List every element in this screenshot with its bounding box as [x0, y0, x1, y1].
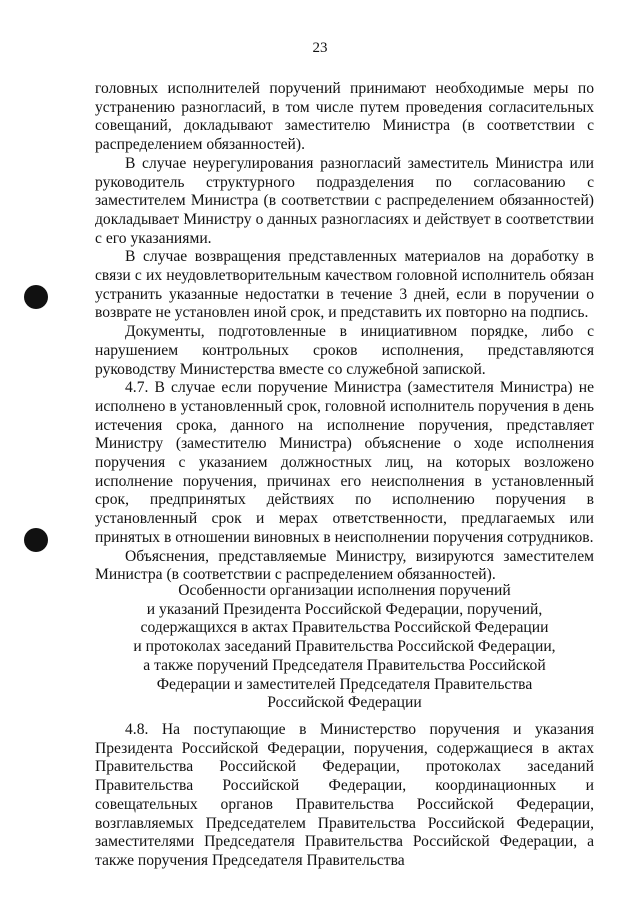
heading-line: Федерации и заместителей Председателя Правительства [156, 675, 533, 693]
section-heading [95, 582, 594, 713]
paragraph: Объяснения, представляемые Министру, визируются заместителем Министра (в соответствии с распределением обязанностей). [95, 547, 594, 584]
punch-hole-bottom [24, 528, 48, 552]
paragraph: Документы, подготовленные в инициативном порядке, либо с нарушением контрольных сроков исполнения, представляются руководству Министерства вместе со служебной запиской. [95, 323, 594, 378]
heading-line: и протоколах заседаний Правительства Российской Федерации, [133, 638, 556, 656]
paragraph: головных исполнителей поручений принимают необходимые меры по устранению разногласий, в том числе путем проведения согласительных совещаний, докладывают заместителю Министра (в соответствии с распределением обязанностей). [95, 80, 594, 154]
punch-hole-top [24, 285, 48, 309]
heading-line: и указаний Президента Российской Федерации, поручений, [146, 600, 543, 618]
heading-line: содержащихся в актах Правительства Российской Федерации [140, 619, 549, 637]
paragraph: В случае возвращения представленных материалов на доработку в связи с их неудовлетворительным качеством головной исполнитель обязан устранить указанные недостатки в течение 3 дней, если в поручении о возврате не установлен иной срок, и представить их повторно на подпись. [95, 248, 594, 322]
paragraph-4-8: 4.8. На поступающие в Министерство поручения и указания Президента Российской Федерации, поручения, содержащиеся в актах Правительства Российской Федерации, протоколах заседаний Правительства Российской Федерации, координационных и совещательных органов Правительства Российской Федерации, возглавляемых Председателем Правительства Российской Федерации, заместителями Председателя Правительства Российской Федерации, а также поручения Председателя Правительства [95, 721, 594, 869]
body-text [95, 80, 594, 585]
heading-line: а также поручений Председателя Правительства Российской [143, 656, 546, 674]
body-text-4-8 [95, 721, 594, 871]
heading-line: Российской Федерации [267, 694, 422, 712]
paragraph: В случае неурегулирования разногласий заместитель Министра или руководитель структурного подразделения по согласованию с заместителем Министра (в соответствии с распределением обязанностей) докладывает Министру о данных разногласиях и действует в соответствии с его указаниями. [95, 154, 594, 247]
page-number: 23 [312, 40, 328, 56]
paragraph-4-7: 4.7. В случае если поручение Министра (заместителя Министра) не исполнено в установленный срок, головной исполнитель поручения в день истечения срока, данного на исполнение поручения, представляет Министру (заместителю Министра) объяснение о ходе исполнения поручения с указанием должностных лиц, на которых возложено исполнение поручения, причинах его неисполнения в установленный срок, предпринятых действиях по исполнению поручения в установленный срок и мерах ответственности, предлагаемых или принятых в отношении виновных в неисполнении поручения сотрудников. [95, 379, 594, 546]
heading-line: Особенности организации исполнения поручений [178, 582, 511, 599]
